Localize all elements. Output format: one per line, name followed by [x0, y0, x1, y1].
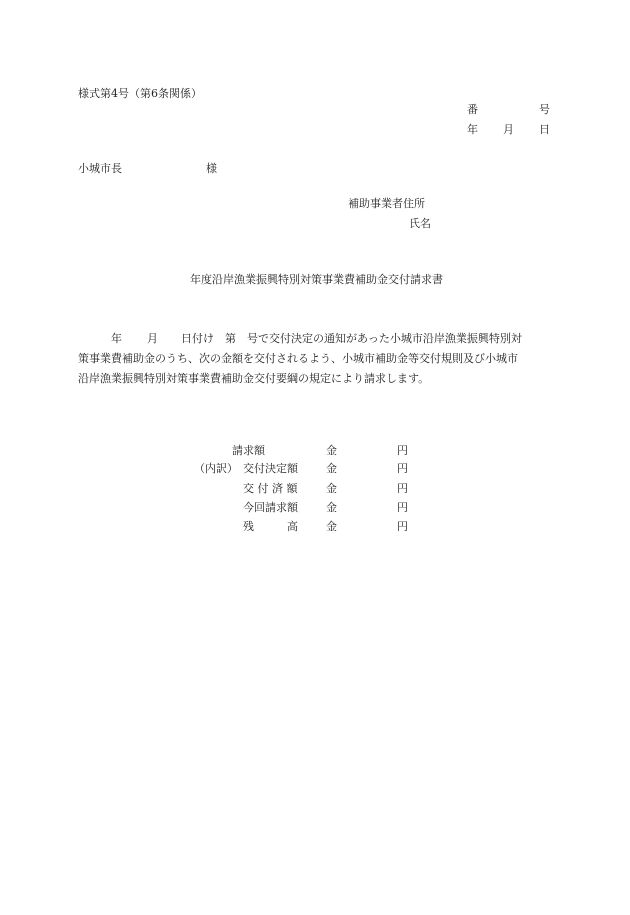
- applicant-address-label: 補助事業者住所: [348, 197, 425, 210]
- breakdown-row-suffix: 円: [397, 482, 408, 495]
- breakdown-row-prefix: 金: [326, 462, 337, 475]
- date-day-label: 日: [539, 123, 550, 136]
- number-label-right: 号: [539, 103, 550, 116]
- breakdown-row-prefix: 金: [326, 501, 337, 514]
- breakdown-label: （内訳）: [194, 462, 238, 475]
- document-title: 年度沿岸漁業振興特別対策事業費補助金交付請求書: [190, 273, 443, 286]
- breakdown-row-suffix: 円: [397, 520, 408, 533]
- breakdown-row-prefix: 金: [326, 520, 337, 533]
- number-label-left: 番: [467, 103, 478, 116]
- body-month-label: 月: [147, 332, 158, 345]
- breakdown-row-prefix: 金: [326, 482, 337, 495]
- breakdown-row-suffix: 円: [397, 501, 408, 514]
- addressee-name: 小城市長: [78, 162, 122, 175]
- body-year-label: 年: [111, 332, 122, 345]
- breakdown-row-label: 交 付 済 額: [243, 482, 298, 495]
- breakdown-row-label: 今回請求額: [243, 501, 298, 514]
- breakdown-row-suffix: 円: [397, 462, 408, 475]
- date-month-label: 月: [503, 123, 514, 136]
- body-line-3: 沿岸漁業振興特別対策事業費補助金交付要綱の規定により請求します。: [78, 372, 430, 385]
- body-line-2: 策事業費補助金のうち、次の金額を交付されるよう、小城市補助金等交付規則及び小城市: [78, 352, 518, 365]
- body-line-1: [78, 329, 552, 349]
- request-body: [78, 329, 552, 389]
- request-amount-prefix: 金: [326, 444, 337, 457]
- body-line-1-text: 日付け 第 号で交付決定の通知があった小城市沿岸漁業振興特別対: [181, 332, 522, 345]
- breakdown-row-label: 残 高: [243, 520, 298, 533]
- addressee-honorific: 様: [206, 162, 217, 175]
- applicant-name-label: 氏名: [409, 217, 431, 230]
- form-number: 様式第4号（第6条関係）: [78, 87, 202, 100]
- request-amount-suffix: 円: [397, 444, 408, 457]
- request-amount-label: 請求額: [232, 444, 265, 457]
- breakdown-row-label: 交付決定額: [243, 462, 298, 475]
- date-year-label: 年: [467, 123, 478, 136]
